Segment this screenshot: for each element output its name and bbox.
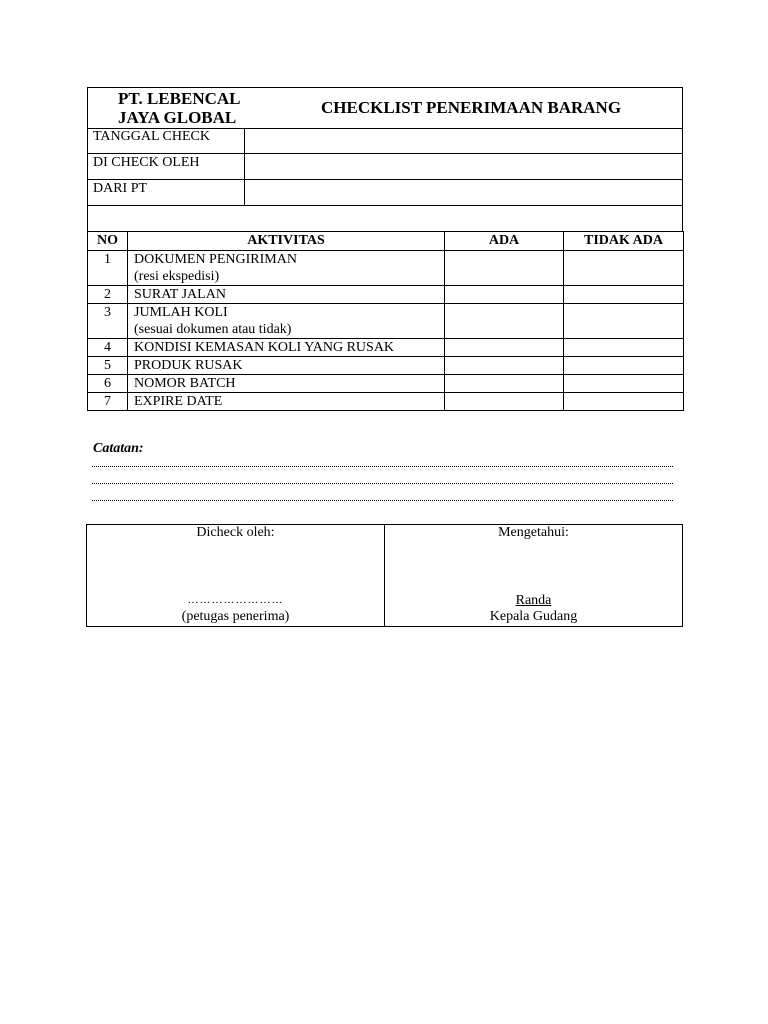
row-number: 3 [88, 304, 128, 339]
row-number: 2 [88, 286, 128, 304]
acknowledged-by-role: Kepala Gudang [489, 609, 578, 624]
tidak-ada-check-cell[interactable] [564, 286, 684, 304]
checked-by-signature [87, 525, 384, 626]
column-header-tidak-ada: TIDAK ADA [564, 232, 684, 251]
activity-label: SURAT JALAN [134, 287, 226, 302]
table-row [88, 251, 684, 286]
activity-cell [128, 304, 445, 339]
field-label-tanggal-check: TANGGAL CHECK [93, 129, 210, 144]
activity-label: EXPIRE DATE [134, 394, 223, 409]
activity-label: NOMOR BATCH [134, 376, 236, 391]
column-header-ada: ADA [445, 232, 564, 251]
activity-cell [128, 286, 445, 304]
ada-check-cell[interactable] [445, 357, 564, 375]
checked-by-role: (petugas penerima) [181, 609, 290, 624]
acknowledged-by-heading: Mengetahui: [498, 525, 569, 540]
signature-line[interactable]: …………………… [187, 594, 284, 606]
tidak-ada-check-cell[interactable] [564, 393, 684, 411]
company-name-line2: JAYA GLOBAL [118, 108, 237, 127]
document-title: CHECKLIST PENERIMAAN BARANG [321, 98, 622, 117]
form-header [87, 87, 683, 232]
acknowledged-by-signature [384, 525, 682, 626]
activity-label: PRODUK RUSAK [134, 358, 243, 373]
activity-cell [128, 339, 445, 357]
column-header-no: NO [88, 232, 128, 251]
row-number: 5 [88, 357, 128, 375]
acknowledged-by-name: Randa [515, 593, 552, 608]
notes-label: Catatan: [93, 441, 144, 456]
row-number: 4 [88, 339, 128, 357]
ada-check-cell[interactable] [445, 339, 564, 357]
activity-cell [128, 251, 445, 286]
row-number: 7 [88, 393, 128, 411]
activity-cell [128, 393, 445, 411]
activity-label: KONDISI KEMASAN KOLI YANG RUSAK [134, 340, 395, 355]
field-value-di-check-oleh[interactable] [245, 154, 682, 179]
tidak-ada-check-cell[interactable] [564, 304, 684, 339]
activity-label: DOKUMEN PENGIRIMAN [134, 252, 297, 267]
table-header-row [88, 232, 684, 251]
table-row [88, 304, 684, 339]
row-number: 6 [88, 375, 128, 393]
table-row [88, 375, 684, 393]
table-row [88, 357, 684, 375]
company-name [118, 89, 241, 127]
field-divider [88, 205, 682, 206]
field-value-dari-pt[interactable] [245, 180, 682, 205]
activity-note: (resi ekspedisi) [134, 269, 220, 284]
table-row [88, 393, 684, 411]
activity-label: JUMLAH KOLI [134, 305, 228, 320]
tidak-ada-check-cell[interactable] [564, 339, 684, 357]
activity-note: (sesuai dokumen atau tidak) [134, 322, 292, 337]
table-row [88, 339, 684, 357]
activity-cell [128, 357, 445, 375]
checked-by-heading: Dicheck oleh: [196, 525, 275, 540]
ada-check-cell[interactable] [445, 286, 564, 304]
notes-line[interactable] [92, 483, 673, 484]
ada-check-cell[interactable] [445, 251, 564, 286]
notes-line[interactable] [92, 466, 673, 467]
field-label-dari-pt: DARI PT [93, 181, 148, 196]
row-number: 1 [88, 251, 128, 286]
column-header-aktivitas: AKTIVITAS [128, 232, 445, 251]
signature-section [86, 524, 683, 627]
checklist-table [87, 231, 684, 411]
table-row [88, 286, 684, 304]
ada-check-cell[interactable] [445, 393, 564, 411]
ada-check-cell[interactable] [445, 375, 564, 393]
field-label-di-check-oleh: DI CHECK OLEH [93, 155, 200, 170]
tidak-ada-check-cell[interactable] [564, 375, 684, 393]
notes-line[interactable] [92, 500, 673, 501]
tidak-ada-check-cell[interactable] [564, 251, 684, 286]
ada-check-cell[interactable] [445, 304, 564, 339]
activity-cell [128, 375, 445, 393]
tidak-ada-check-cell[interactable] [564, 357, 684, 375]
company-name-line1: PT. LEBENCAL [118, 89, 241, 108]
field-value-tanggal-check[interactable] [245, 129, 682, 153]
